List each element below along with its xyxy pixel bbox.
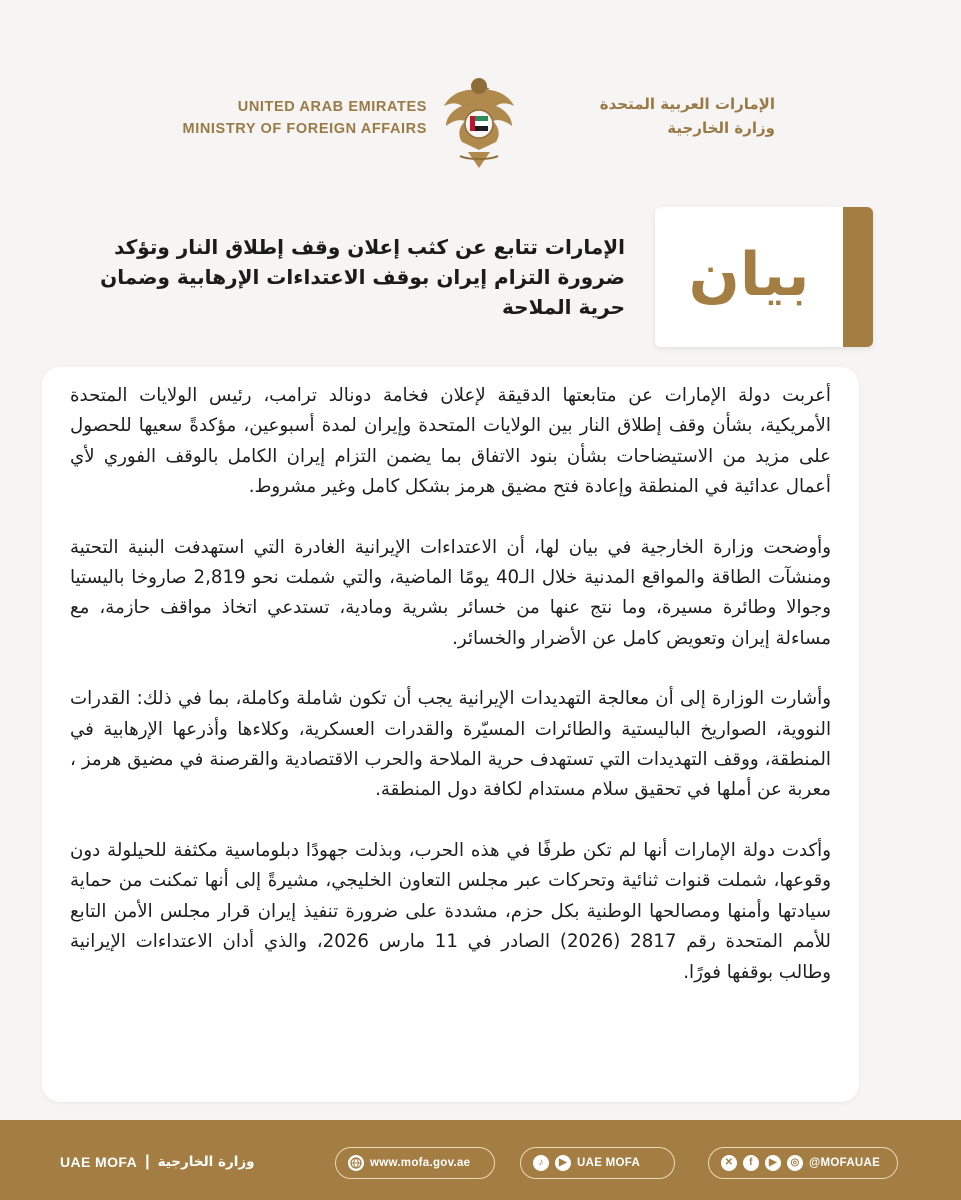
instagram-icon: ◎: [787, 1155, 803, 1171]
tiktok-icon: ♪: [533, 1155, 549, 1171]
statement-label: بيان: [688, 240, 810, 310]
gold-accent-strip: [843, 207, 873, 347]
youtube-icon: ▶: [555, 1155, 571, 1171]
footer-brand-separator: |: [145, 1153, 150, 1170]
org-name-en-line2: MINISTRY OF FOREIGN AFFAIRS: [182, 121, 427, 137]
facebook-icon: f: [743, 1155, 759, 1171]
falcon-emblem-icon: [440, 72, 518, 170]
org-name-ar-line2: وزارة الخارجية: [667, 119, 775, 137]
video-channels-link[interactable]: [520, 1147, 675, 1179]
body-paragraph-1: أعربت دولة الإمارات عن متابعتها الدقيقة لإعلان فخامة دونالد ترامب، رئيس الولايات المتحدة الأمريكية، بشأن وقف إطلاق النار بين الولايات المتحدة وإيران لمدة أسبوعين، مؤكدةً سعيها للحصول على مزيد من الاستيضاحات بشأن بنود الاتفاق بما يضمن التزام إيران الكامل بالوقف الفوري لأي أعمال عدائية في المنطقة وإعادة فتح مضيق هرمز بشكل كامل وغير مشروط.: [70, 385, 831, 498]
statement-label-box: [655, 207, 873, 347]
org-name-ar-line1: الإمارات العربية المتحدة: [599, 95, 775, 113]
x-icon: ✕: [721, 1155, 737, 1171]
social-handle: @MOFAUAE: [809, 1157, 881, 1169]
website-link[interactable]: [335, 1147, 495, 1179]
page-header: [0, 70, 961, 180]
social-media-links[interactable]: [708, 1147, 898, 1179]
body-paragraph-3: وأشارت الوزارة إلى أن معالجة التهديدات الإيرانية يجب أن تكون شاملة وكاملة، بما في ذلك: القدرات النووية، الصواريخ الباليستية والطائرات المسيّرة والقدرات العسكرية، وكلاءها وأذرعها الإرهابية في المنطقة، ووقف التهديدات التي تستهدف حرية الملاحة والحرب الاقتصادية والقرصنة في مضيق هرمز ، معربة عن أملها في تحقيق سلام مستدام لكافة دول المنطقة.: [70, 688, 831, 801]
footer-brand: [60, 1153, 290, 1171]
footer-brand-ar: وزارة الخارجية: [157, 1154, 255, 1170]
org-name-english: [150, 96, 427, 140]
page-footer: [0, 1120, 961, 1200]
statement-headline: الإمارات تتابع عن كثب إعلان وقف إطلاق النار وتؤكد ضرورة التزام إيران بوقف الاعتداءات الإرهابية وضمان حرية الملاحة: [100, 235, 625, 319]
body-paragraph-2: وأوضحت وزارة الخارجية في بيان لها، أن الاعتداءات الإيرانية الغادرة التي استهدفت البنية التحتية ومنشآت الطاقة والمواقع المدنية خلال الـ40 يومًا الماضية، والتي شملت نحو 2,819 صاروخا باليستيا وجوالا وطائرة مسيرة، وما نتج عنها من خسائر بشرية ومادية، تستدعي اتخاذ مواقف حازمة، مع مساءلة إيران وتعويض كامل عن الأضرار والخسائر.: [70, 536, 831, 649]
statement-body-card: [42, 367, 859, 1102]
youtube-icon: ▶: [765, 1155, 781, 1171]
channel-handle: UAE MOFA: [577, 1157, 641, 1169]
org-name-arabic: [525, 92, 775, 140]
org-name-en-line1: UNITED ARAB EMIRATES: [237, 99, 427, 115]
statement-body: [70, 381, 831, 1018]
body-paragraph-4: وأكدت دولة الإمارات أنها لم تكن طرفًا في هذه الحرب، وبذلت جهودًا دبلوماسية مكثفة للحيلولة دون وقوعها، شملت قنوات ثنائية وتحركات عبر مجلس التعاون الخليجي، مشيرةً إلى أنها تمكنت من حماية سيادتها وأمنها ومصالحها الوطنية بكل حزم، مشددة على ضرورة تنفيذ إيران قرار مجلس الأمن التابع للأمم المتحدة رقم 2817 (2026) الصادر في 11 مارس 2026، والذي أدان الاعتداءات الإيرانية وطالب بوقفها فورًا.: [70, 839, 831, 983]
website-url: www.mofa.gov.ae: [370, 1157, 471, 1169]
globe-icon: [348, 1155, 364, 1171]
footer-brand-en: UAE MOFA: [60, 1154, 138, 1170]
